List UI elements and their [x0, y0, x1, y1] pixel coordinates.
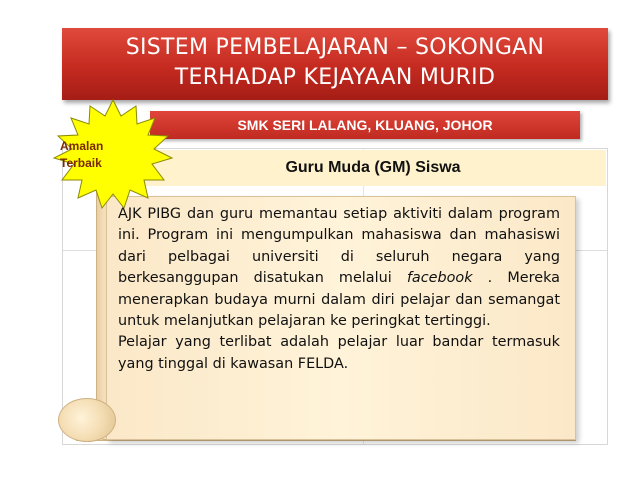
- section-header: Guru Muda (GM) Siswa: [285, 159, 461, 176]
- paragraph-1-text-end: . Mereka menerapkan budaya murni dalam diri pelajar dan semangat untuk melanjutkan pelajaran ke peringkat tertinggi.: [118, 270, 560, 330]
- title-line-1: SISTEM PEMBELAJARAN – SOKONGAN: [125, 35, 545, 60]
- badge-label: [60, 138, 126, 172]
- paragraph-2: Pelajar yang terlibat adalah pelajar luar bandar termasuk yang tinggal di kawasan FELDA.: [118, 334, 560, 372]
- body-text: [118, 204, 560, 375]
- paragraph-1-text: AJK PIBG dan guru memantau setiap aktiviti dalam program ini. Program ini mengumpulkan mahasiswa dan mahasiswi dari pelbagai universiti di seluruh negara yang berkesanggupan disatukan melalui: [118, 206, 560, 287]
- scroll-curl-icon: [58, 398, 116, 442]
- title-line-2: TERHADAP KEJAYAAN MURID: [174, 65, 496, 90]
- badge-line-1: Amalan: [60, 139, 104, 153]
- badge-line-2: Terbaik: [60, 156, 102, 170]
- facebook-emphasis: facebook: [406, 270, 473, 287]
- paragraph-1: [118, 204, 560, 332]
- school-subtitle: SMK SERI LALANG, KLUANG, JOHOR: [150, 111, 580, 139]
